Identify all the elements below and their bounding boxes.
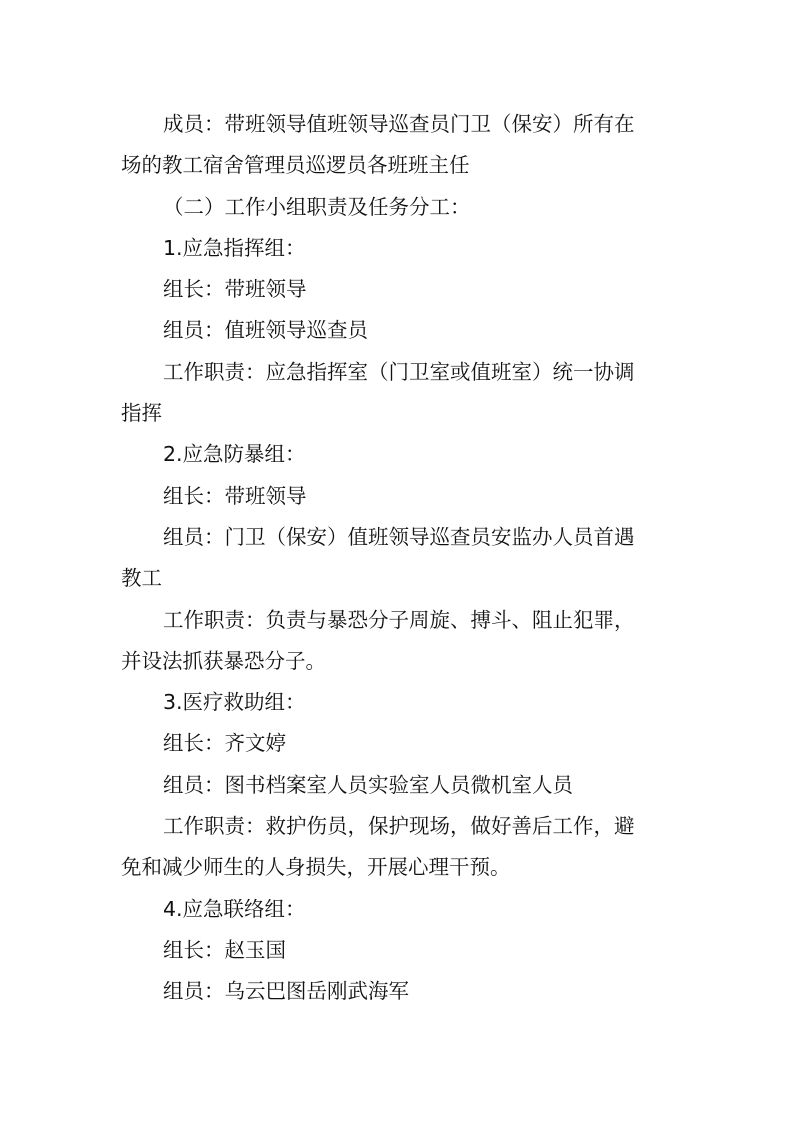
group-duty-medical-cont: 免和减少师生的人身损失，开展心理干预。 [121,855,511,880]
group-members-riot: 组员：门卫（保安）值班领导巡查员安监办人员首遇 [163,524,635,549]
group-duty-medical: 工作职责：救护伤员，保护现场，做好善后工作，避 [163,814,635,839]
group-members-liaison: 组员：乌云巴图岳刚武海军 [163,979,409,1004]
group-leader-medical: 组长：齐文婷 [163,731,286,756]
text-line-1: 成员：带班领导值班领导巡查员门卫（保安）所有在 [163,112,635,136]
group-members-medical: 组员：图书档案室人员实验室人员微机室人员 [163,772,573,797]
group-duty-command: 工作职责：应急指挥室（门卫室或值班室）统一协调 [163,359,635,384]
group-members-command: 组员：值班领导巡查员 [163,318,368,343]
section-heading: （二）工作小组职责及任务分工： [163,194,471,219]
group-heading-riot: 2.应急防暴组： [163,442,306,467]
group-duty-command-cont: 指挥 [121,401,162,426]
group-leader-riot: 组长：带班领导 [163,483,307,508]
group-heading-command: 1.应急指挥组： [163,235,306,260]
text-line-2: 场的教工宿舍管理员巡逻员各班班主任 [121,153,470,178]
document-body [121,104,661,1013]
group-leader-liaison: 组长：赵玉国 [163,937,286,962]
group-duty-riot-cont: 并设法抓获暴恐分子。 [121,648,326,673]
group-heading-medical: 3.医疗救助组： [163,690,306,715]
group-members-riot-cont: 教工 [121,566,162,591]
group-heading-liaison: 4.应急联络组： [163,896,306,921]
group-leader-command: 组长：带班领导 [163,277,307,302]
group-duty-riot: 工作职责：负责与暴恐分子周旋、搏斗、阻止犯罪， [163,607,635,632]
